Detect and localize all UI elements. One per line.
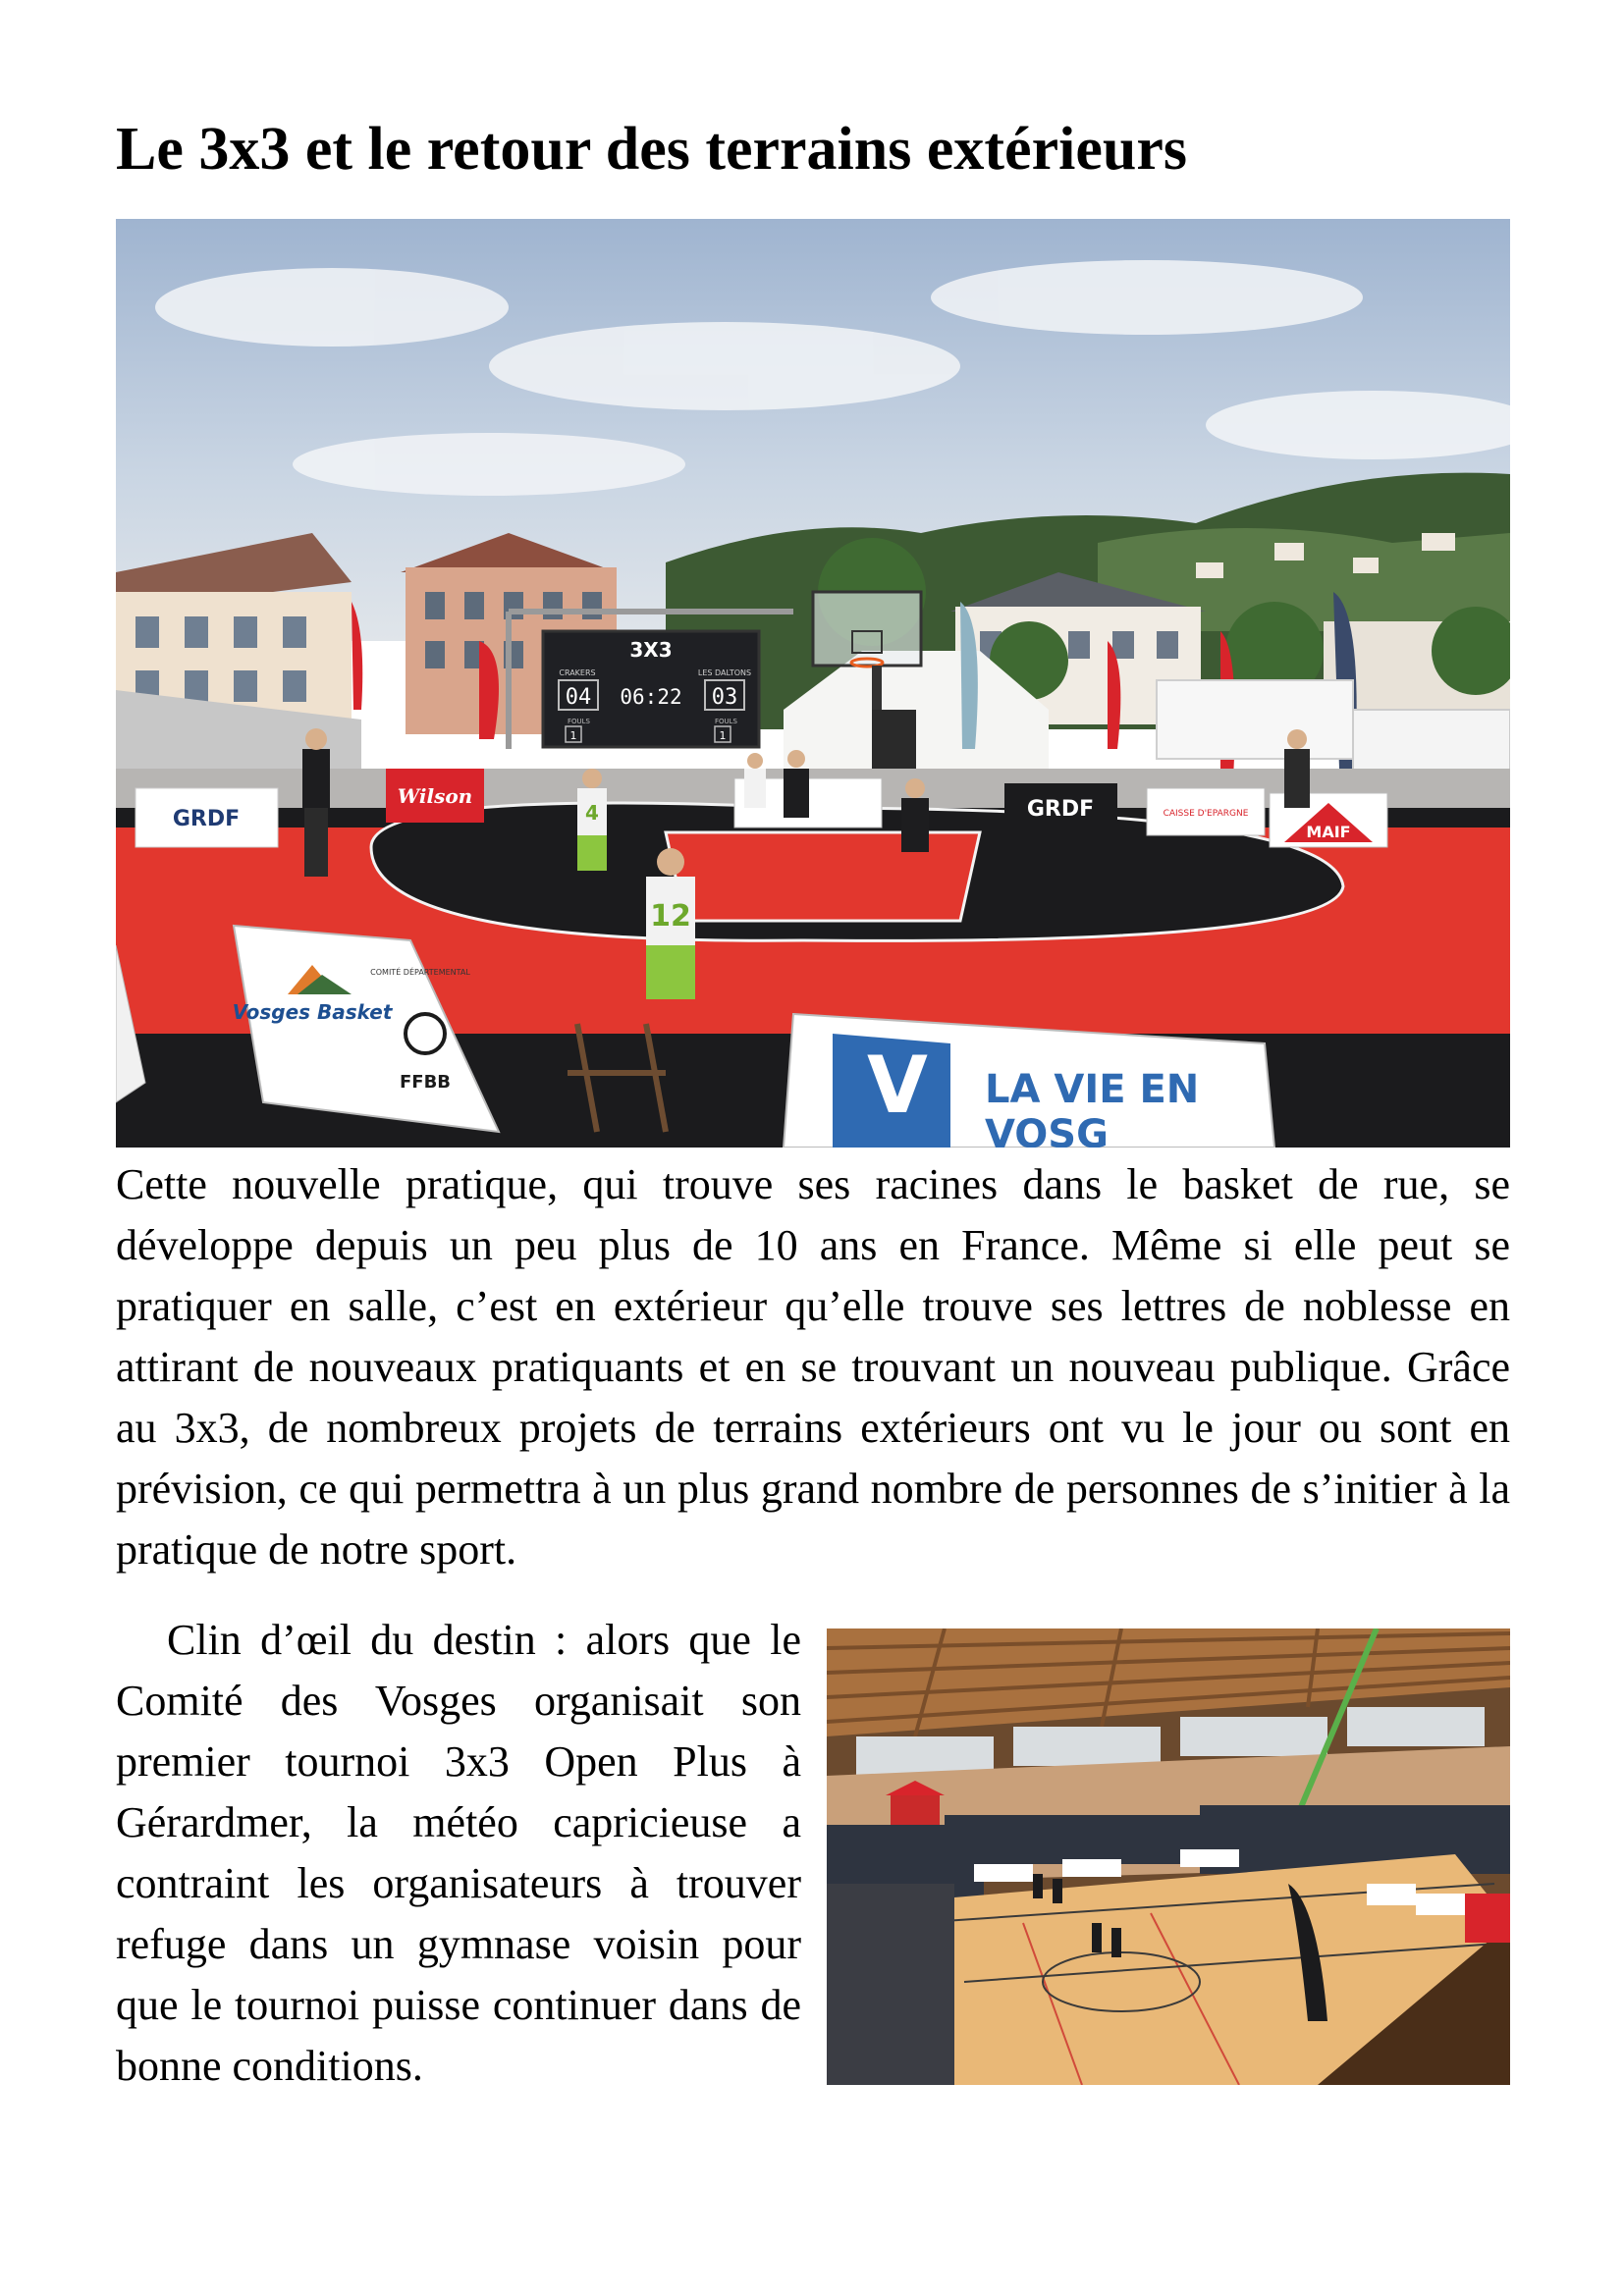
- banner-v-letter: V: [867, 1040, 928, 1131]
- banner-wilson: Wilson: [397, 784, 473, 808]
- banner-la-vie-en: LA VIE EN: [985, 1067, 1200, 1112]
- scoreboard-team-home: CRAKERS: [559, 668, 596, 677]
- foreground-spectators: [827, 1884, 954, 2085]
- key-area: [666, 832, 980, 921]
- scoreboard-clock: 06:22: [620, 685, 682, 709]
- referee: [302, 728, 330, 877]
- banner-vosges-basket: Vosges Basket: [232, 1000, 393, 1024]
- scoreboard-fouls-home: 1: [569, 729, 577, 742]
- person-right: [1284, 729, 1310, 808]
- banner-comite: COMITÉ DÉPARTEMENTAL: [370, 968, 470, 977]
- player-dark-2: [901, 778, 929, 852]
- banner-grdf-right: GRDF: [1026, 797, 1095, 822]
- scoreboard: [543, 631, 759, 747]
- jersey-number-a: 4: [585, 801, 599, 825]
- indoor-gym-photo: [827, 1629, 1510, 2085]
- player-green-3: [744, 753, 766, 808]
- trailer: [1157, 680, 1353, 759]
- red-panel: [1465, 1894, 1510, 1943]
- banner-caisse-epargne: CAISSE D'EPARGNE: [1163, 809, 1249, 819]
- scoreboard-fouls-label-home: FOULS: [568, 718, 591, 725]
- gym-illustration: [827, 1629, 1510, 2085]
- article-paragraph-2: Clin d’œil du destin : alors que le Comité des Vosges organisait son premier tournoi 3x3 Open Plus à Gérardmer, la météo capricieuse a contraint les organisateurs à trouver refuge dans un gymnase voisin pour que le tournoi puisse continuer dans de bonne conditions.: [116, 1616, 801, 2090]
- scoreboard-logo: 3X3: [629, 638, 673, 662]
- scoreboard-score-home: 04: [565, 685, 592, 710]
- van: [1353, 710, 1510, 778]
- jersey-number-b: 12: [650, 899, 691, 934]
- article-paragraph-1: Cette nouvelle pratique, qui trouve ses racines dans le basket de rue, se développe depuis un peu plus de 10 ans en France. Même si elle peut se pratiquer en salle, c’est en extérieur qu’elle trouve ses lettres de noblesse en attirant de nouveaux pratiquants et en se trouvant un nouveau publique. Grâce au 3x3, de nombreux projets de terrains extérieurs ont vu le jour ou sont en prévision, ce qui permettra à un plus grand nombre de personnes de s’initier à la pratique de notre sport.: [116, 1160, 1510, 1574]
- scoreboard-team-away: LES DALTONS: [697, 668, 752, 677]
- banner-maif: MAIF: [1306, 823, 1351, 841]
- scoreboard-score-away: 03: [711, 685, 738, 710]
- scoreboard-fouls-away: 1: [719, 729, 727, 742]
- outdoor-3x3-court-photo: [116, 219, 1510, 1148]
- banner-vosges-partial: VOSG: [985, 1112, 1109, 1148]
- banner-ffbb: FFBB: [399, 1072, 452, 1093]
- outdoor-court-illustration: [116, 219, 1510, 1148]
- banner-grdf-left: GRDF: [172, 807, 241, 831]
- article-title: Le 3x3 et le retour des terrains extérieurs: [116, 116, 1187, 183]
- scoreboard-fouls-label-away: FOULS: [715, 718, 738, 725]
